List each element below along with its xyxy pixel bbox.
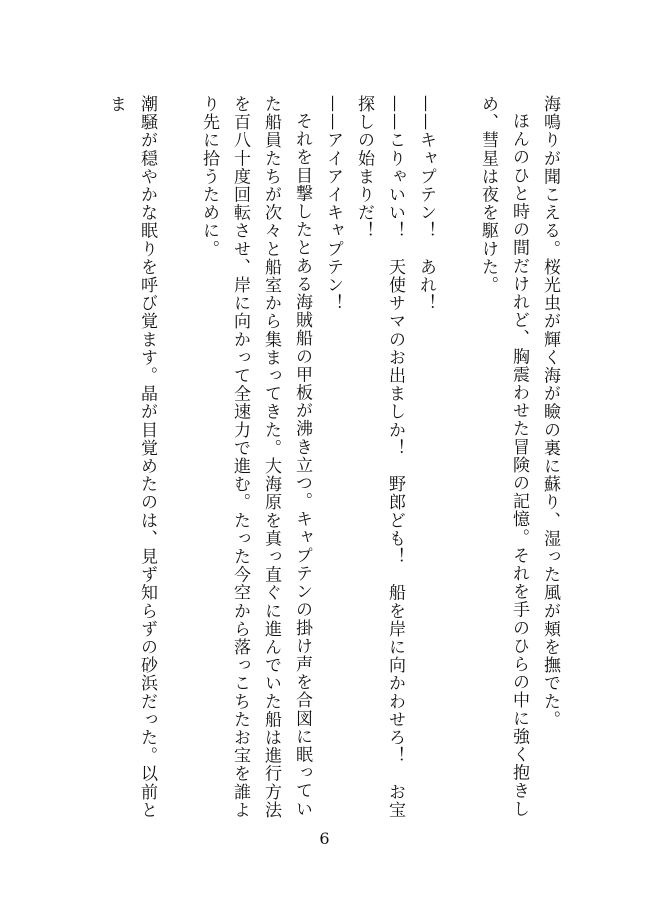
dialogue-line-1: ——キャプテン！ あれ！ — [416, 95, 436, 313]
dialogue-line-2: ——こりゃいい！ 天使サマのお出ましか！ 野郎ども！ 船を岸に向かわせろ！ お宝探しの始まりだ！ — [354, 95, 405, 819]
page-number: 6 — [319, 829, 330, 848]
novel-body-text — [95, 95, 565, 835]
paragraph-1: 海鳴りが聞こえる。桜光虫が輝く海が瞼の裏に蘇り、湿った風が頬を撫でた。 — [540, 95, 560, 729]
blank-line — [441, 95, 472, 835]
paragraph-4: 潮騒が穏やかな眠りを呼び覚ます。晶が目覚めたのは、見ず知らずの砂浜だった。以前とま — [106, 95, 157, 819]
paragraph-2: ほんのひと時の間だけれど、胸震わせた冒険の記憶。それを手のひらの中に強く抱きしめ、彗星は夜を駆けた。 — [478, 95, 529, 818]
dialogue-line-3: ——アイアイキャプテン！ — [323, 95, 343, 313]
paragraph-3: それを目撃したとある海賊船の甲板が沸き立つ。キャプテンの掛け声を合図に眠っていた船員たちが次々と船室から集まってきた。大海原を真っ直ぐに進んでいた船は進行方法を百八十度回転させ、岸に向かって全速力で進む。たった今空から落っこちたお宝を誰より先に拾うために。 — [199, 95, 312, 819]
blank-line — [162, 95, 193, 835]
